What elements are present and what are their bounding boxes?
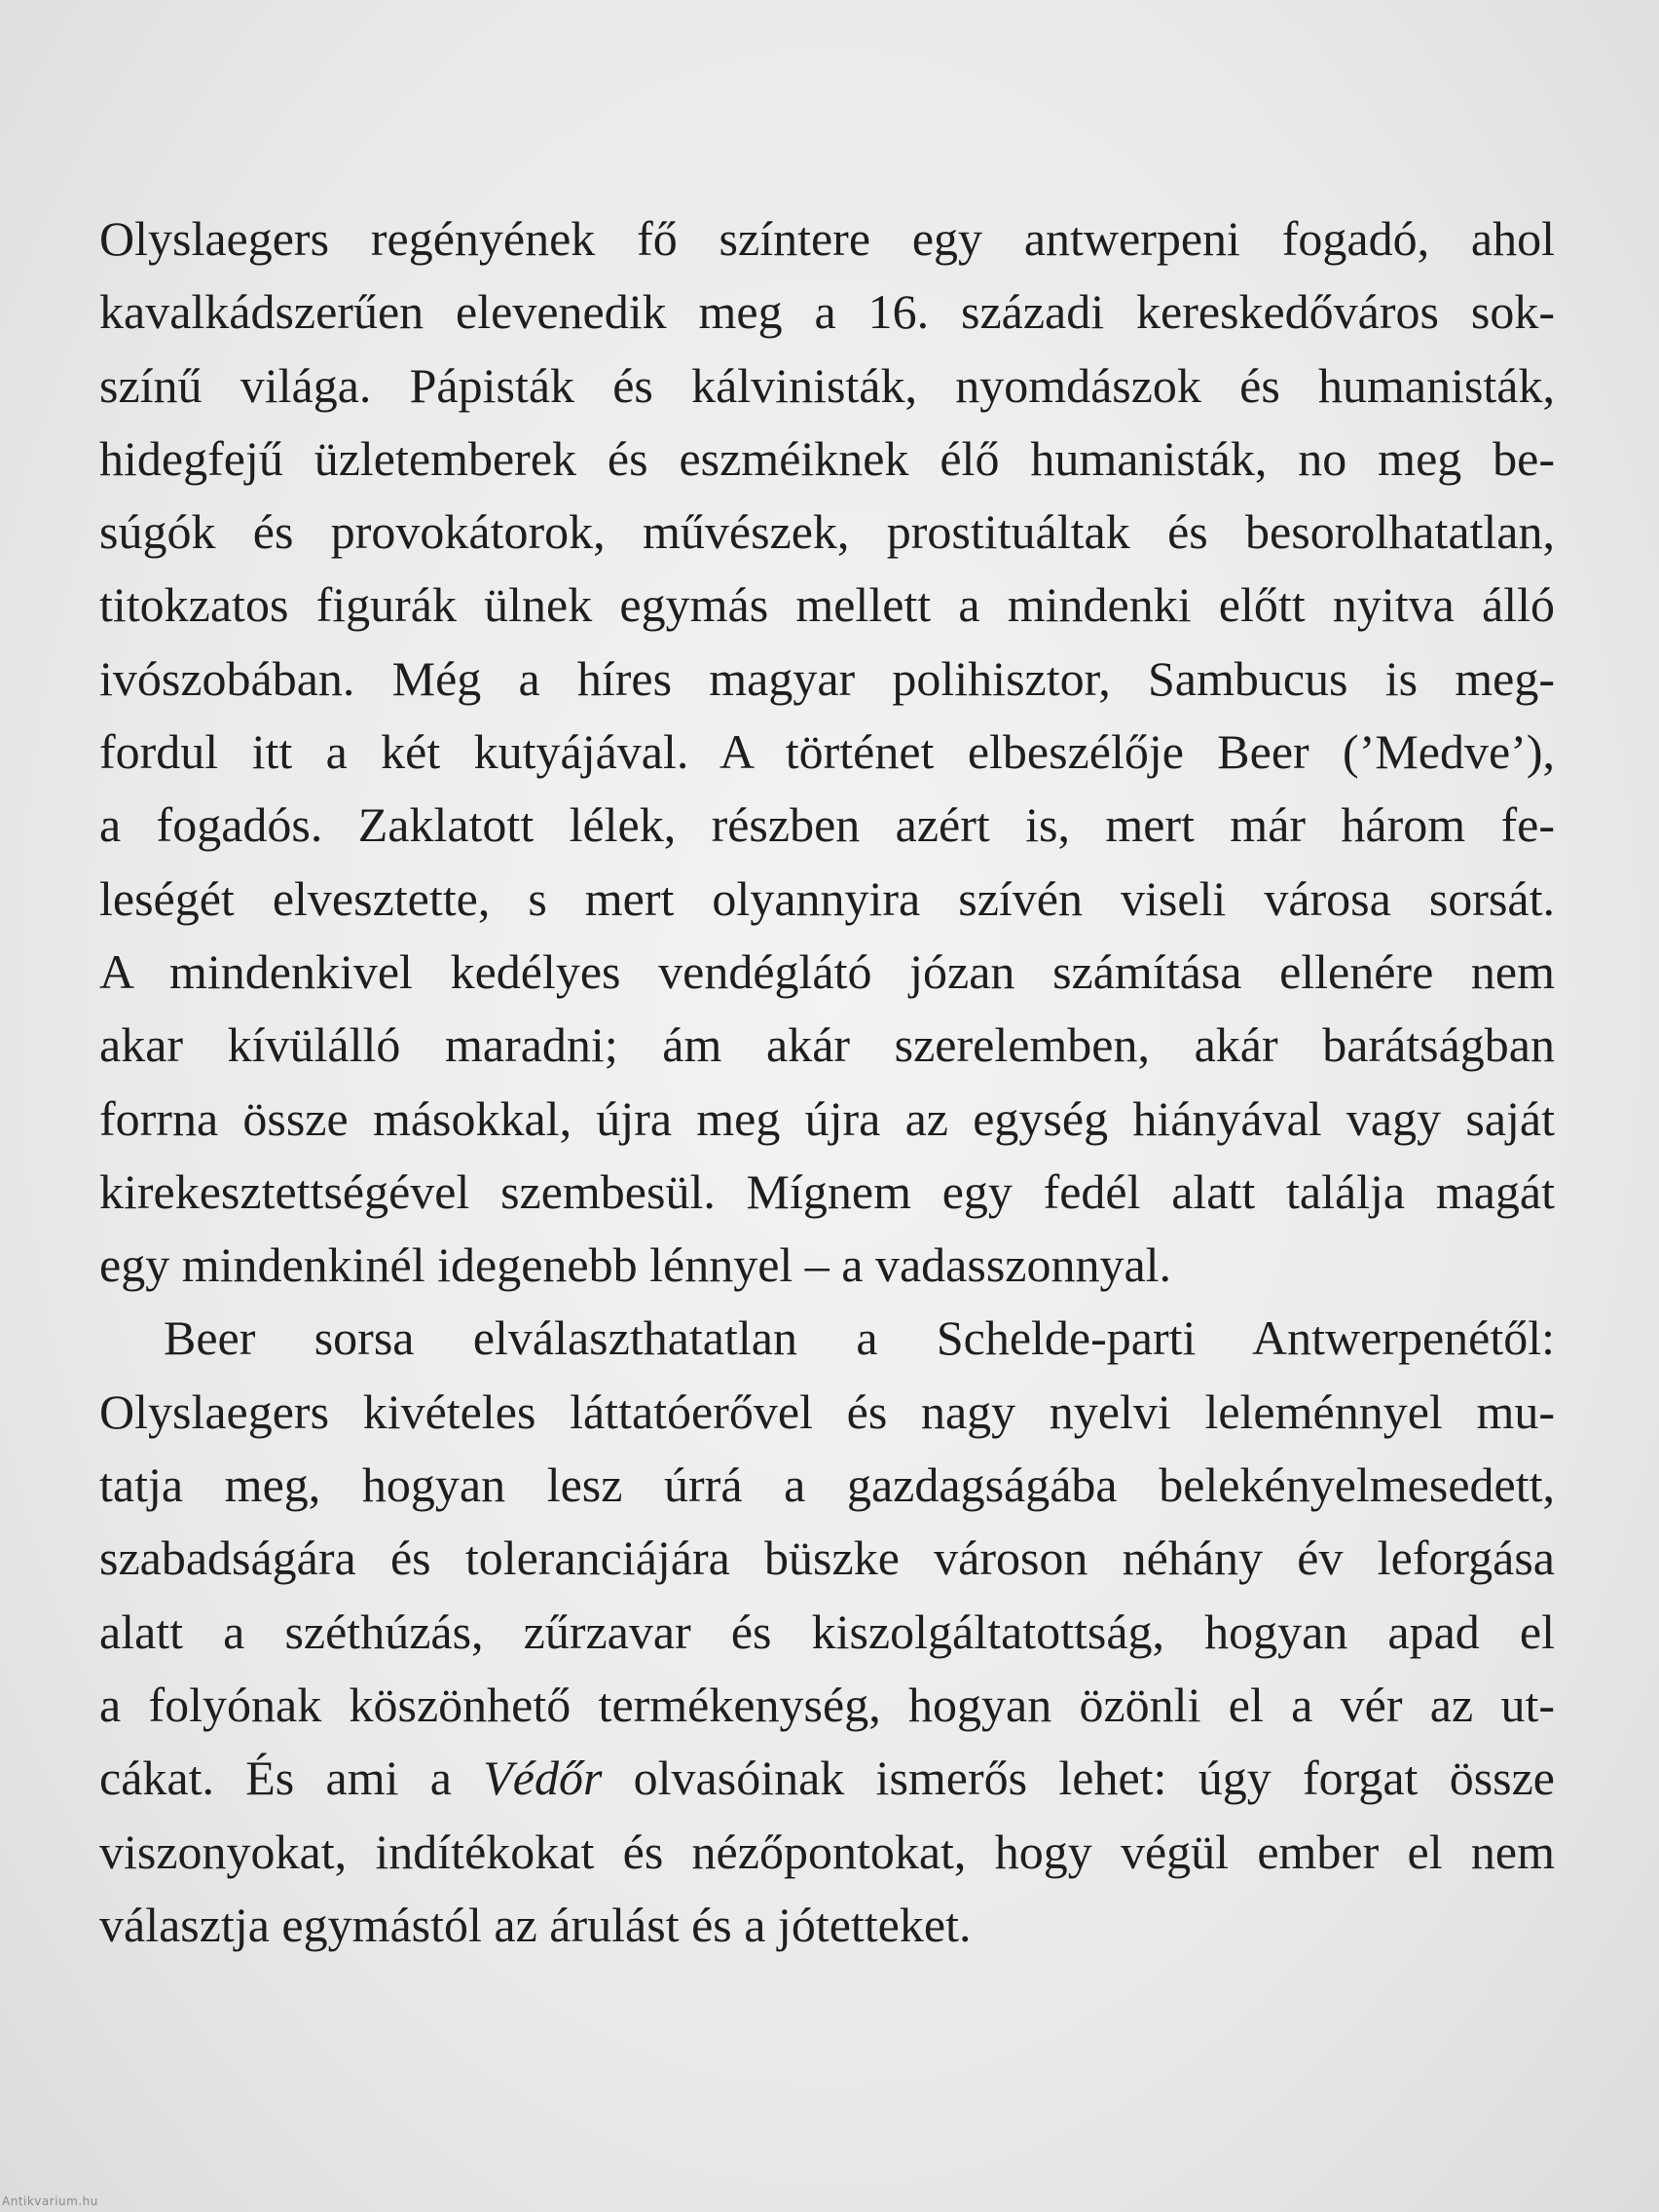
paragraph-1	[99, 203, 1555, 1302]
text-line: kirekesztettségével szembesül. Mígnem egy fedél alatt találja magát	[99, 1163, 1555, 1219]
paragraph-2	[99, 1302, 1555, 1962]
text-line: Olyslaegers regényének fő színtere egy antwerpeni fogadó, ahol	[99, 211, 1555, 266]
text-line: A mindenkivel kedélyes vendéglátó józan számítása ellenére nem	[99, 943, 1555, 999]
text-line: hidegfejű üzletemberek és eszméiknek élő humanisták, no meg be-	[99, 430, 1555, 486]
watermark: Antikvarium.hu	[2, 2194, 98, 2208]
text-line: akar kívülálló maradni; ám akár szerelemben, akár barátságban	[99, 1017, 1555, 1073]
text-line: fordul itt a két kutyájával. A történet elbeszélője Beer (’Medve’),	[99, 724, 1555, 780]
text-line: alatt a széthúzás, zűrzavar és kiszolgáltatottság, hogyan apad el	[99, 1604, 1555, 1659]
text-line: színű világa. Pápisták és kálvinisták, nyomdászok és humanisták,	[99, 357, 1555, 413]
text-line: tatja meg, hogyan lesz úrrá a gazdagságába belekényelmesedett,	[99, 1457, 1555, 1513]
text-line-with-italic	[99, 1742, 1555, 1815]
text-line: Olyslaegers kivételes láttatóerővel és nagy nyelvi leleménnyel mu-	[99, 1383, 1555, 1439]
text-line: forrna össze másokkal, újra meg újra az egység hiányával vagy saját	[99, 1090, 1555, 1146]
text-line: titokzatos figurák ülnek egymás mellett a mindenki előtt nyitva álló	[99, 577, 1555, 633]
body-text	[99, 203, 1555, 1962]
text-line: választja egymástól az árulást és a jótetteket.	[99, 1897, 972, 1952]
text-line: Beer sorsa elválaszthatatlan a Schelde-parti Antwerpenétől:	[164, 1310, 1555, 1366]
text-line: súgók és provokátorok, művészek, prostituáltak és besorolhatatlan,	[99, 504, 1555, 560]
text-line: egy mindenkinél idegenebb lénnyel – a vadasszonnyal.	[99, 1237, 1172, 1293]
text-line: szabadságára és toleranciájára büszke városon néhány év leforgása	[99, 1530, 1555, 1586]
text-segment: cákat. És ami a	[99, 1751, 484, 1806]
text-line: ivószobában. Még a híres magyar polihisztor, Sambucus is meg-	[99, 650, 1555, 706]
text-line: a fogadós. Zaklatott lélek, részben azért is, mert már három fe-	[99, 797, 1555, 853]
text-line: viszonyokat, indítékokat és nézőpontokat, hogy végül ember el nem	[99, 1824, 1555, 1879]
text-line: leségét elvesztette, s mert olyannyira szívén viseli városa sorsát.	[99, 870, 1555, 926]
text-line: kavalkádszerűen elevenedik meg a 16. századi kereskedőváros sok-	[99, 284, 1555, 340]
text-line: a folyónak köszönhető termékenység, hogyan özönli el a vér az ut-	[99, 1677, 1555, 1732]
text-segment: olvasóinak ismerős lehet: úgy forgat össze	[602, 1751, 1556, 1806]
italic-title: Védőr	[483, 1751, 603, 1806]
